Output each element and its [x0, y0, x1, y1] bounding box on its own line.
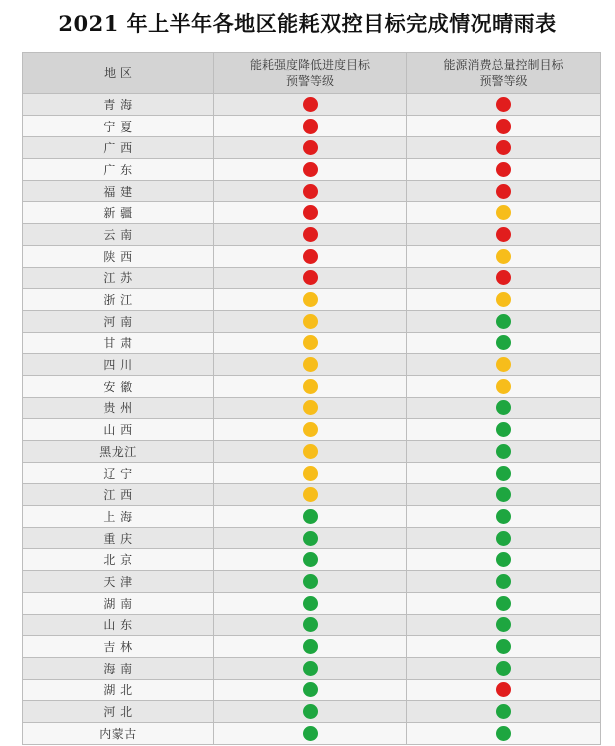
total-warning-dot — [496, 617, 511, 632]
intensity-warning-dot — [303, 596, 318, 611]
intensity-warning-dot — [303, 704, 318, 719]
header-intensity-warning: 能耗强度降低进度目标 预警等级 — [214, 53, 407, 94]
table-row — [23, 115, 601, 137]
total-warning-dot — [496, 184, 511, 199]
header-total-warning: 能源消费总量控制目标 预警等级 — [407, 53, 601, 94]
total-warning-dot — [496, 97, 511, 112]
region-name: 北 京 — [23, 549, 214, 571]
total-warning-dot — [496, 552, 511, 567]
total-warning-cell — [407, 722, 601, 744]
table-header-row — [23, 53, 601, 94]
total-warning-cell — [407, 419, 601, 441]
total-warning-cell — [407, 115, 601, 137]
intensity-warning-cell — [214, 224, 407, 246]
table-row — [23, 679, 601, 701]
region-name: 天 津 — [23, 571, 214, 593]
intensity-warning-dot — [303, 400, 318, 415]
total-warning-dot — [496, 682, 511, 697]
region-name: 河 北 — [23, 701, 214, 723]
total-warning-dot — [496, 466, 511, 481]
intensity-warning-cell — [214, 462, 407, 484]
total-warning-cell — [407, 657, 601, 679]
total-warning-cell — [407, 180, 601, 202]
total-warning-cell — [407, 224, 601, 246]
intensity-warning-dot — [303, 270, 318, 285]
region-name: 广 东 — [23, 159, 214, 181]
intensity-warning-dot — [303, 509, 318, 524]
total-warning-cell — [407, 592, 601, 614]
region-name: 甘 肃 — [23, 332, 214, 354]
table-body — [23, 94, 601, 745]
total-warning-cell — [407, 701, 601, 723]
table-row — [23, 506, 601, 528]
total-warning-cell — [407, 159, 601, 181]
total-warning-dot — [496, 292, 511, 307]
intensity-warning-cell — [214, 375, 407, 397]
total-warning-dot — [496, 487, 511, 502]
table-row — [23, 159, 601, 181]
intensity-warning-cell — [214, 722, 407, 744]
region-name: 内蒙古 — [23, 722, 214, 744]
region-name: 云 南 — [23, 224, 214, 246]
intensity-warning-cell — [214, 202, 407, 224]
total-warning-cell — [407, 94, 601, 116]
intensity-warning-dot — [303, 292, 318, 307]
region-name: 浙 江 — [23, 289, 214, 311]
intensity-warning-dot — [303, 205, 318, 220]
region-name: 新 疆 — [23, 202, 214, 224]
total-warning-cell — [407, 397, 601, 419]
intensity-warning-cell — [214, 354, 407, 376]
total-warning-dot — [496, 661, 511, 676]
total-warning-cell — [407, 571, 601, 593]
table-row — [23, 527, 601, 549]
total-warning-cell — [407, 679, 601, 701]
intensity-warning-cell — [214, 397, 407, 419]
region-name: 福 建 — [23, 180, 214, 202]
total-warning-cell — [407, 332, 601, 354]
total-warning-dot — [496, 140, 511, 155]
table-row — [23, 636, 601, 658]
intensity-warning-dot — [303, 97, 318, 112]
total-warning-dot — [496, 704, 511, 719]
total-warning-dot — [496, 335, 511, 350]
intensity-warning-dot — [303, 617, 318, 632]
region-name: 辽 宁 — [23, 462, 214, 484]
intensity-warning-cell — [214, 159, 407, 181]
total-warning-dot — [496, 249, 511, 264]
region-name: 上 海 — [23, 506, 214, 528]
intensity-warning-dot — [303, 357, 318, 372]
total-warning-dot — [496, 509, 511, 524]
intensity-warning-cell — [214, 592, 407, 614]
intensity-warning-dot — [303, 140, 318, 155]
table-row — [23, 657, 601, 679]
intensity-warning-dot — [303, 119, 318, 134]
total-warning-dot — [496, 314, 511, 329]
table-row — [23, 592, 601, 614]
table-row — [23, 310, 601, 332]
intensity-warning-cell — [214, 180, 407, 202]
total-warning-dot — [496, 596, 511, 611]
table-row — [23, 289, 601, 311]
intensity-warning-cell — [214, 679, 407, 701]
region-name: 四 川 — [23, 354, 214, 376]
table-row — [23, 484, 601, 506]
table-row — [23, 180, 601, 202]
region-name: 广 西 — [23, 137, 214, 159]
total-warning-dot — [496, 422, 511, 437]
table-row — [23, 571, 601, 593]
total-warning-dot — [496, 444, 511, 459]
intensity-warning-cell — [214, 245, 407, 267]
intensity-warning-dot — [303, 227, 318, 242]
energy-control-table — [22, 52, 601, 745]
table-row — [23, 224, 601, 246]
intensity-warning-cell — [214, 289, 407, 311]
intensity-warning-dot — [303, 552, 318, 567]
total-warning-cell — [407, 506, 601, 528]
intensity-warning-dot — [303, 422, 318, 437]
region-name: 湖 南 — [23, 592, 214, 614]
intensity-warning-cell — [214, 419, 407, 441]
total-warning-cell — [407, 462, 601, 484]
table-row — [23, 245, 601, 267]
intensity-warning-cell — [214, 137, 407, 159]
total-warning-cell — [407, 267, 601, 289]
region-name: 江 苏 — [23, 267, 214, 289]
intensity-warning-cell — [214, 267, 407, 289]
region-name: 宁 夏 — [23, 115, 214, 137]
intensity-warning-dot — [303, 661, 318, 676]
intensity-warning-cell — [214, 94, 407, 116]
total-warning-cell — [407, 137, 601, 159]
total-warning-cell — [407, 289, 601, 311]
intensity-warning-cell — [214, 441, 407, 463]
total-warning-dot — [496, 227, 511, 242]
table-row — [23, 94, 601, 116]
total-warning-cell — [407, 245, 601, 267]
total-warning-cell — [407, 202, 601, 224]
intensity-warning-dot — [303, 162, 318, 177]
intensity-warning-cell — [214, 636, 407, 658]
table-row — [23, 375, 601, 397]
region-name: 海 南 — [23, 657, 214, 679]
total-warning-dot — [496, 379, 511, 394]
region-name: 重 庆 — [23, 527, 214, 549]
total-warning-cell — [407, 527, 601, 549]
total-warning-dot — [496, 270, 511, 285]
table-row — [23, 397, 601, 419]
intensity-warning-dot — [303, 682, 318, 697]
intensity-warning-dot — [303, 314, 318, 329]
table-row — [23, 419, 601, 441]
total-warning-cell — [407, 614, 601, 636]
table-row — [23, 137, 601, 159]
total-warning-cell — [407, 354, 601, 376]
table-row — [23, 701, 601, 723]
total-warning-cell — [407, 636, 601, 658]
intensity-warning-dot — [303, 466, 318, 481]
intensity-warning-cell — [214, 310, 407, 332]
table-row — [23, 332, 601, 354]
intensity-warning-cell — [214, 484, 407, 506]
table-row — [23, 202, 601, 224]
table-row — [23, 354, 601, 376]
intensity-warning-cell — [214, 571, 407, 593]
region-name: 陕 西 — [23, 245, 214, 267]
intensity-warning-cell — [214, 701, 407, 723]
table-row — [23, 722, 601, 744]
total-warning-dot — [496, 357, 511, 372]
page-title: 2021 年上半年各地区能耗双控目标完成情况晴雨表 — [58, 11, 557, 36]
total-warning-cell — [407, 441, 601, 463]
total-warning-cell — [407, 549, 601, 571]
region-name: 山 西 — [23, 419, 214, 441]
intensity-warning-cell — [214, 549, 407, 571]
intensity-warning-dot — [303, 249, 318, 264]
region-name: 山 东 — [23, 614, 214, 636]
region-name: 安 徽 — [23, 375, 214, 397]
total-warning-dot — [496, 726, 511, 741]
intensity-warning-dot — [303, 184, 318, 199]
region-name: 青 海 — [23, 94, 214, 116]
table-row — [23, 462, 601, 484]
total-warning-dot — [496, 400, 511, 415]
header-region: 地 区 — [23, 53, 214, 94]
total-warning-dot — [496, 574, 511, 589]
region-name: 吉 林 — [23, 636, 214, 658]
total-warning-cell — [407, 375, 601, 397]
intensity-warning-dot — [303, 574, 318, 589]
table-row — [23, 267, 601, 289]
intensity-warning-cell — [214, 527, 407, 549]
total-warning-dot — [496, 531, 511, 546]
region-name: 湖 北 — [23, 679, 214, 701]
region-name: 江 西 — [23, 484, 214, 506]
intensity-warning-dot — [303, 444, 318, 459]
total-warning-cell — [407, 310, 601, 332]
total-warning-dot — [496, 162, 511, 177]
intensity-warning-dot — [303, 335, 318, 350]
total-warning-dot — [496, 119, 511, 134]
table-row — [23, 441, 601, 463]
intensity-warning-cell — [214, 332, 407, 354]
intensity-warning-cell — [214, 657, 407, 679]
total-warning-cell — [407, 484, 601, 506]
table-row — [23, 549, 601, 571]
intensity-warning-dot — [303, 487, 318, 502]
total-warning-dot — [496, 205, 511, 220]
intensity-warning-dot — [303, 531, 318, 546]
total-warning-dot — [496, 639, 511, 654]
table-row — [23, 614, 601, 636]
intensity-warning-dot — [303, 639, 318, 654]
intensity-warning-dot — [303, 726, 318, 741]
intensity-warning-cell — [214, 115, 407, 137]
intensity-warning-cell — [214, 614, 407, 636]
region-name: 贵 州 — [23, 397, 214, 419]
intensity-warning-cell — [214, 506, 407, 528]
region-name: 河 南 — [23, 310, 214, 332]
region-name: 黑龙江 — [23, 441, 214, 463]
intensity-warning-dot — [303, 379, 318, 394]
